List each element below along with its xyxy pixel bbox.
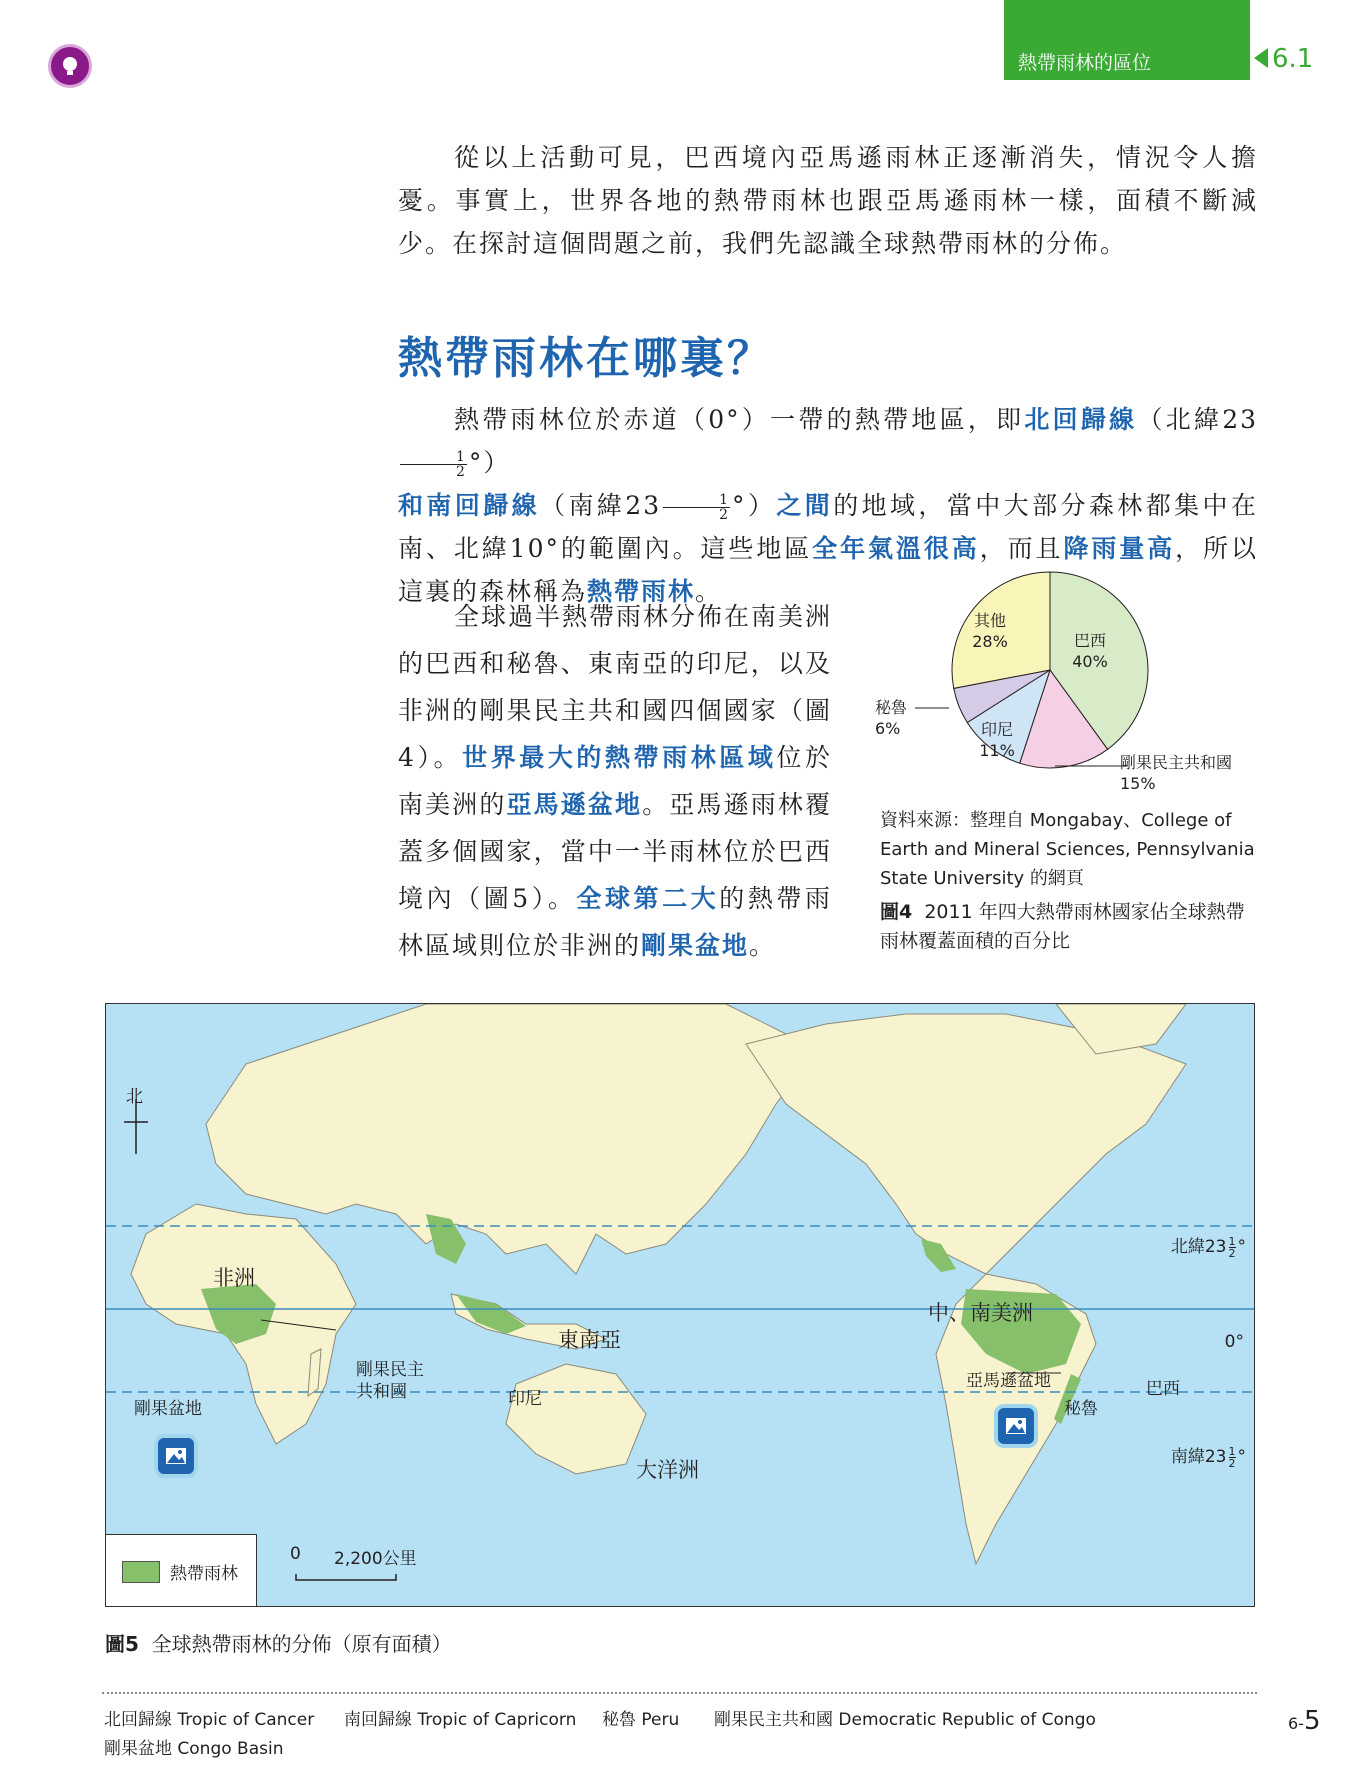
divider — [102, 1692, 1257, 1694]
keyword-rainforest: 熱帶雨林 — [587, 577, 696, 606]
text-run: ，而且 — [979, 534, 1064, 563]
intro-paragraph: 從以上活動可見，巴西境內亞馬遜雨林正逐漸消失，情況令人擔憂。事實上，世界各地的熱帶雨林也跟亞馬遜雨林一樣，面積不斷減少。在探討這個問題之前，我們先認識全球熱帶雨林的分佈。 — [398, 143, 1258, 258]
fraction-numerator: 1 — [400, 450, 467, 465]
world-map — [105, 1003, 1255, 1607]
map-legend — [106, 1534, 257, 1607]
fraction-denominator: 2 — [719, 507, 731, 523]
triangle-left-icon — [1254, 48, 1268, 68]
tropic-s-label — [1171, 1442, 1246, 1469]
paragraph-distribution — [398, 593, 832, 969]
scale-zero: 0 — [290, 1544, 301, 1564]
figure5-caption — [105, 1628, 452, 1657]
pie-label-brazil: 巴西 — [1073, 631, 1107, 650]
fraction-denominator: 2 — [456, 464, 467, 480]
keyword-between: 之間 — [776, 491, 834, 520]
pie-label-other: 其他 — [973, 611, 1007, 630]
label-oceania: 大洋洲 — [636, 1458, 699, 1482]
text-run: 。亞馬遜雨林覆蓋多個國家，當中一半雨林位於巴西境內（圖5）。 — [398, 790, 832, 913]
pie-value-drc: 15% — [1120, 774, 1156, 793]
pie-label-indonesia: 印尼 — [980, 720, 1014, 739]
label-drc: 剛果民主共和國 — [356, 1360, 424, 1402]
label-brazil: 巴西 — [1146, 1379, 1180, 1399]
pie-value-indonesia: 11% — [979, 741, 1015, 760]
scale-bar — [296, 1574, 396, 1580]
keyword-high-rainfall: 降雨量高 — [1063, 534, 1176, 563]
keyword-high-temp: 全年氣溫很高 — [812, 534, 980, 563]
legend-swatch — [122, 1561, 160, 1583]
text-run: °） — [468, 448, 511, 477]
image-icon[interactable] — [154, 1434, 198, 1478]
text-run: ，所以這裏的森林稱為 — [398, 534, 1258, 606]
section-number: 6.1 — [1272, 44, 1314, 74]
text-run: 南緯23 — [1170, 1447, 1227, 1467]
glossary-item: 南回歸線 Tropic of Capricorn — [344, 1710, 577, 1730]
keyword-tropic-cancer: 北回歸線 — [1024, 405, 1138, 434]
keyword-amazon-basin: 亞馬遜盆地 — [506, 790, 643, 819]
equator-label: 0° — [1224, 1332, 1244, 1352]
text-run: ° — [1237, 1447, 1246, 1467]
fraction-numerator: 1 — [663, 493, 730, 508]
glossary-item: 秘魯 Peru — [602, 1710, 680, 1730]
pie-label-peru: 秘魯 — [875, 698, 908, 717]
label-congo-basin: 剛果盆地 — [134, 1399, 202, 1419]
land-australia — [506, 1364, 646, 1474]
glossary-item: 北回歸線 Tropic of Cancer — [104, 1710, 315, 1730]
scale-value: 2,200公里 — [334, 1549, 417, 1569]
glossary-item: 剛果民主共和國 Democratic Republic of Congo — [714, 1710, 1096, 1730]
text-run: （南緯23 — [540, 491, 662, 520]
legend-label: 熱帶雨林 — [170, 1564, 238, 1584]
label-indonesia: 印尼 — [508, 1389, 542, 1409]
fraction — [1229, 1446, 1236, 1469]
page-number — [1288, 1706, 1321, 1736]
page-num: 5 — [1303, 1706, 1321, 1736]
north-label: 北 — [126, 1087, 143, 1107]
fraction-denominator: 2 — [1228, 1246, 1236, 1260]
figure4-caption — [880, 898, 1260, 956]
pie-value-other: 28% — [972, 632, 1008, 651]
keyword-largest-region: 世界最大的熱帶雨林區域 — [462, 743, 777, 772]
text-run: 的熱帶雨林區域則位於非洲的 — [398, 884, 832, 960]
pie-slice-4 — [952, 572, 1050, 688]
fraction — [1229, 1236, 1236, 1259]
fraction — [663, 493, 730, 522]
text-run: ° — [1237, 1237, 1246, 1257]
pie-chart — [865, 560, 1265, 800]
fraction — [400, 450, 467, 479]
world-map-graphic — [106, 1004, 1255, 1607]
pie-value-peru: 6% — [875, 719, 901, 738]
label-se-asia: 東南亞 — [558, 1328, 621, 1352]
fraction-numerator: 1 — [1228, 1234, 1236, 1248]
label-africa: 非洲 — [213, 1266, 255, 1290]
land-north-america — [746, 1014, 1186, 1274]
image-icon[interactable] — [994, 1404, 1038, 1448]
lightbulb-icon — [48, 44, 92, 88]
figure4-source: 資料來源：整理自 Mongabay、College of Earth and Mineral Sciences, Pennsylvania State University 的網頁 — [880, 810, 1255, 889]
keyword-tropic-capricorn: 和南回歸線 — [398, 491, 541, 520]
figure4-label: 圖4 — [880, 901, 913, 923]
keyword-congo-basin: 剛果盆地 — [641, 931, 750, 960]
text-run: 的地域，當中大部分森林都集中在南、北緯10°的範圍內。這些地區 — [398, 491, 1258, 563]
figure5-label: 圖5 — [105, 1632, 139, 1656]
text-run: 位於南美洲的 — [398, 743, 832, 819]
text-run: °） — [732, 491, 777, 520]
text-run: 。 — [749, 931, 777, 960]
header-title: 熱帶雨林的區位 — [1018, 52, 1152, 74]
figure5-caption-text: 全球熱帶雨林的分佈（原有面積） — [151, 1632, 452, 1656]
page-prefix: 6- — [1288, 1714, 1304, 1733]
text-run: 熱帶雨林位於赤道（0°）一帶的熱帶地區，即 — [454, 405, 1025, 434]
text-run: 全球過半熱帶雨林分佈在南美洲的巴西和秘魯、東南亞的印尼，以及非洲的剛果民主共和國四個國家（圖4）。 — [398, 602, 833, 772]
pie-label-drc: 剛果民主共和國 — [1120, 753, 1233, 772]
text-run: 北緯23 — [1170, 1237, 1227, 1257]
fraction-numerator: 1 — [1228, 1444, 1236, 1458]
keyword-second-largest: 全球第二大 — [576, 884, 720, 913]
text-run: 。 — [695, 577, 723, 606]
section-heading: 熱帶雨林在哪裏？ — [398, 333, 774, 384]
figure4-caption-text: 2011 年四大熱帶雨林國家佔全球熱帶雨林覆蓋面積的百分比 — [880, 901, 1245, 952]
glossary-item: 剛果盆地 Congo Basin — [104, 1739, 284, 1759]
tropic-n-label — [1171, 1232, 1246, 1259]
label-amazon-basin: 亞馬遜盆地 — [966, 1371, 1051, 1391]
label-peru: 秘魯 — [1064, 1399, 1098, 1419]
fraction-denominator: 2 — [1228, 1456, 1236, 1470]
text-run: （北緯23 — [1137, 405, 1258, 434]
pie-value-brazil: 40% — [1072, 652, 1108, 671]
label-c-s-america: 中、南美洲 — [928, 1301, 1033, 1325]
